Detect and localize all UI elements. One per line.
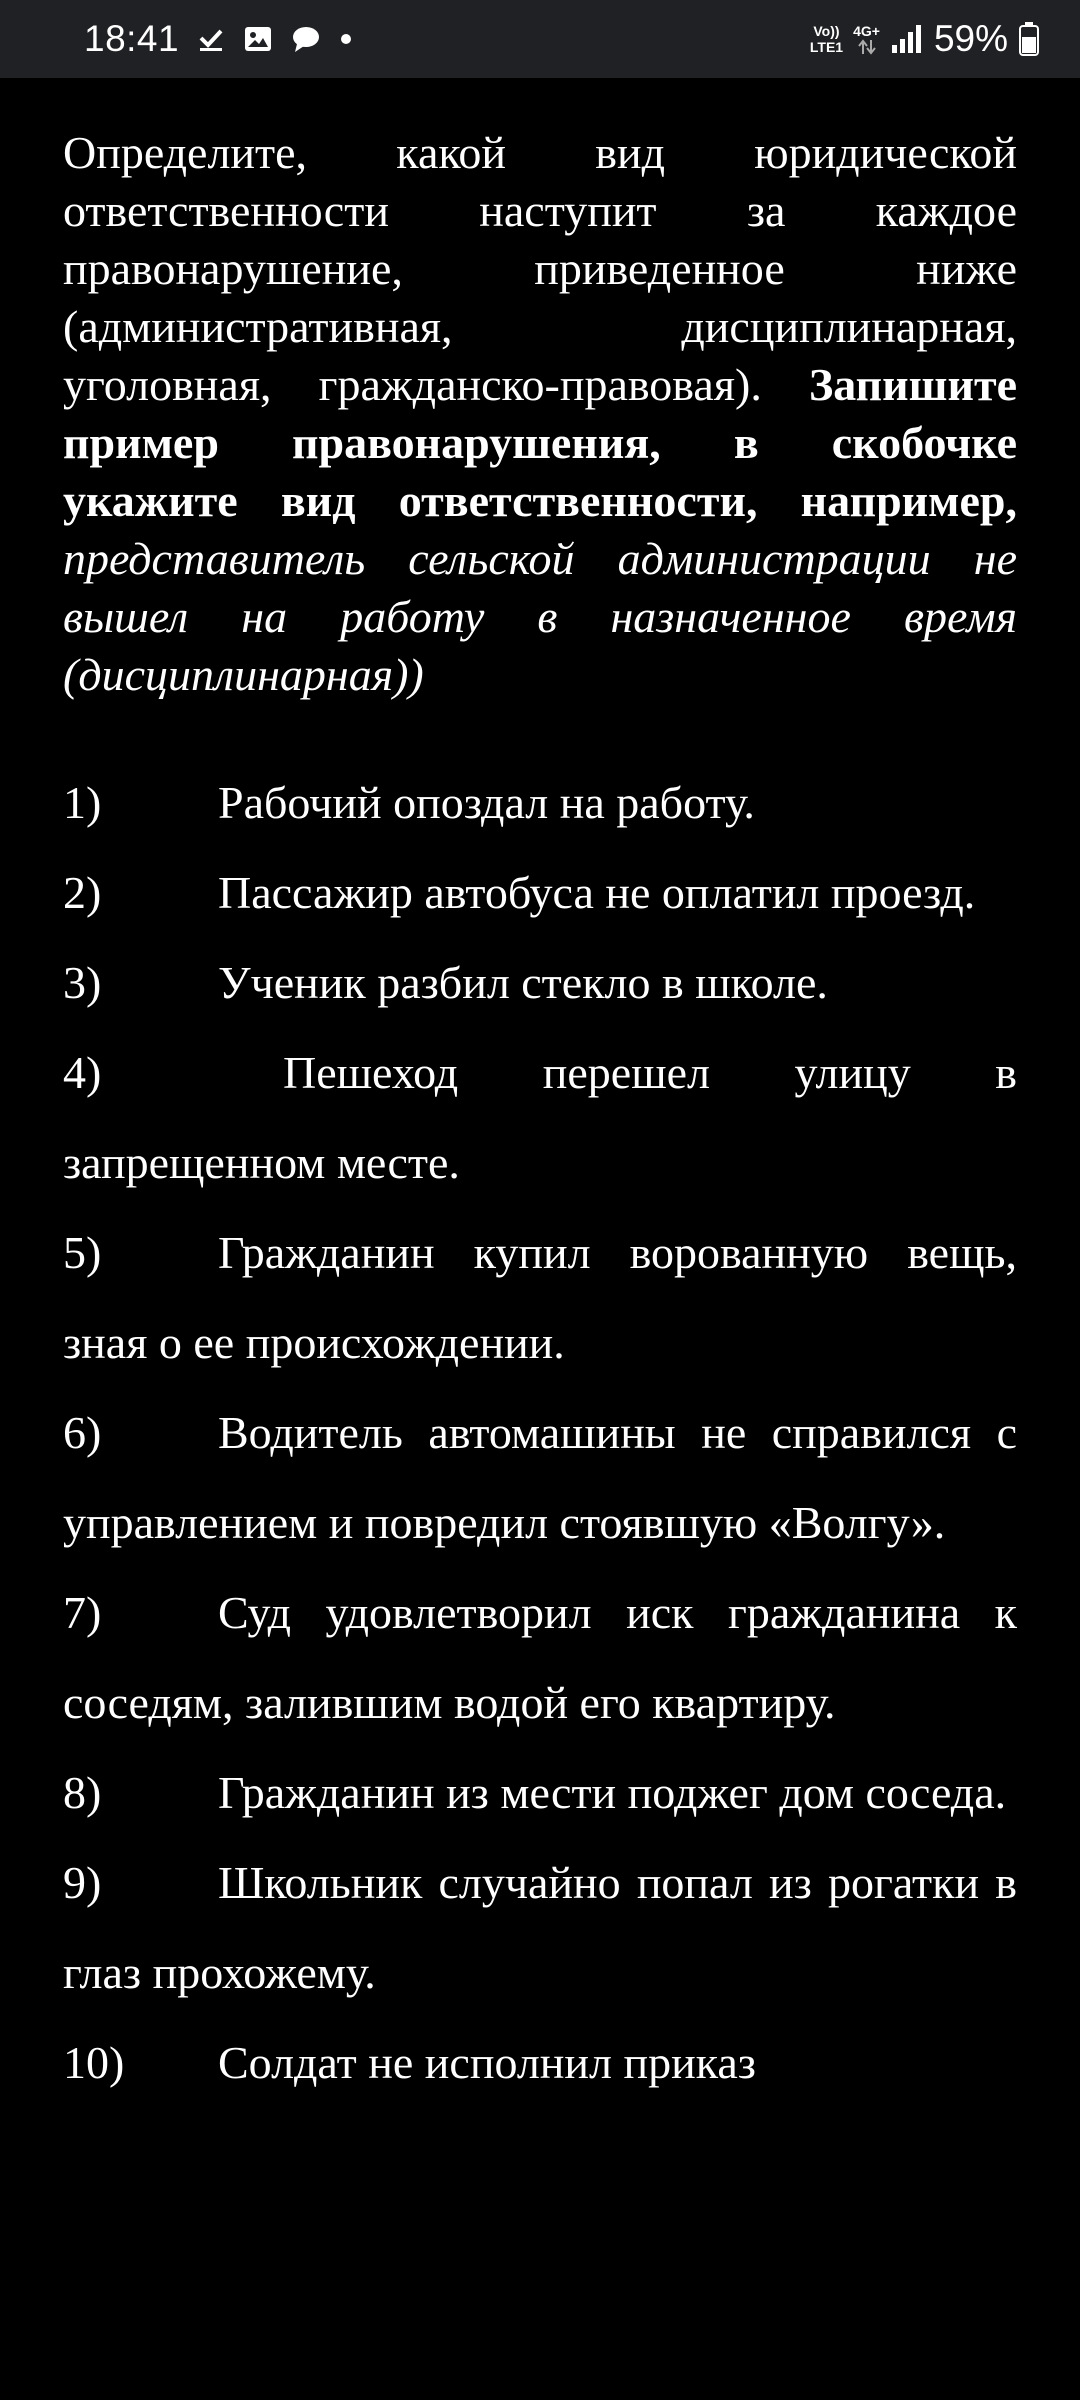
status-bar bbox=[0, 0, 1080, 78]
task-instructions bbox=[63, 124, 1017, 704]
task-text: Ученик разбил стекло в школе. bbox=[218, 957, 828, 1008]
task-number: 8) bbox=[63, 1767, 102, 1818]
instructions-bold: Запишите пример правонарушения, в скобочке укажите вид ответственности, например, bbox=[63, 359, 1018, 526]
task-text: Пешеход перешел улицу в запрещенном месте. bbox=[63, 1047, 1017, 1188]
task-item bbox=[63, 1208, 1017, 1388]
gallery-icon bbox=[243, 24, 273, 54]
task-number: 9) bbox=[63, 1857, 102, 1908]
task-item bbox=[63, 848, 1017, 938]
task-text: Водитель автомашины не справился с управлением и повредил стоявшую «Волгу». bbox=[63, 1407, 1017, 1548]
task-number: 7) bbox=[63, 1587, 102, 1638]
task-item bbox=[63, 938, 1017, 1028]
network-gen-label: 4G+ bbox=[853, 23, 880, 39]
task-text: Гражданин купил ворованную вещь, зная о ее происхождении. bbox=[63, 1227, 1017, 1368]
task-number: 2) bbox=[63, 867, 102, 918]
task-list bbox=[63, 758, 1017, 2108]
task-number: 10) bbox=[63, 2037, 125, 2088]
download-done-icon bbox=[197, 25, 225, 53]
task-item bbox=[63, 2018, 1017, 2108]
task-number: 5) bbox=[63, 1227, 102, 1278]
task-text: Пассажир автобуса не оплатил проезд. bbox=[218, 867, 976, 918]
instructions-example: представитель сельской администрации не вышел на работу в назначенное время (дисциплинарная)) bbox=[63, 533, 1017, 700]
task-item bbox=[63, 1388, 1017, 1568]
task-item bbox=[63, 1568, 1017, 1748]
lte-label: LTE1 bbox=[809, 39, 844, 55]
document-content bbox=[63, 124, 1017, 2108]
status-right bbox=[810, 0, 1040, 78]
task-number: 3) bbox=[63, 957, 102, 1008]
task-text: Школьник случайно попал из рогатки в глаз прохожему. bbox=[63, 1857, 1017, 1998]
task-item bbox=[63, 758, 1017, 848]
notification-dot-icon bbox=[339, 32, 353, 46]
task-number: 6) bbox=[63, 1407, 102, 1458]
instructions-regular: Определите, какой вид юридической ответственности наступит за каждое правонарушение, приведенное ниже (административная, дисциплинарная, уголовная, гражданско-правовая). bbox=[63, 127, 1017, 410]
task-text: Суд удовлетворил иск гражданина к соседям, залившим водой его квартиру. bbox=[63, 1587, 1017, 1728]
task-number: 1) bbox=[63, 777, 102, 828]
battery-icon bbox=[1018, 21, 1040, 57]
signal-icon bbox=[890, 23, 924, 55]
network-gen-indicator bbox=[853, 23, 880, 55]
message-icon bbox=[291, 24, 321, 54]
status-left bbox=[84, 0, 353, 78]
volte-indicator bbox=[810, 23, 843, 55]
task-item bbox=[63, 1028, 1017, 1208]
volte-label: Vo)) bbox=[813, 23, 840, 39]
data-arrows-icon bbox=[853, 39, 880, 55]
task-item bbox=[63, 1838, 1017, 2018]
task-text: Солдат не исполнил приказ bbox=[218, 2037, 756, 2088]
task-item bbox=[63, 1748, 1017, 1838]
battery-percent: 59% bbox=[933, 18, 1008, 59]
task-number: 4) bbox=[63, 1047, 102, 1098]
task-text: Рабочий опоздал на работу. bbox=[218, 777, 755, 828]
clock: 18:41 bbox=[84, 18, 180, 59]
task-text: Гражданин из мести поджег дом соседа. bbox=[218, 1767, 1007, 1818]
